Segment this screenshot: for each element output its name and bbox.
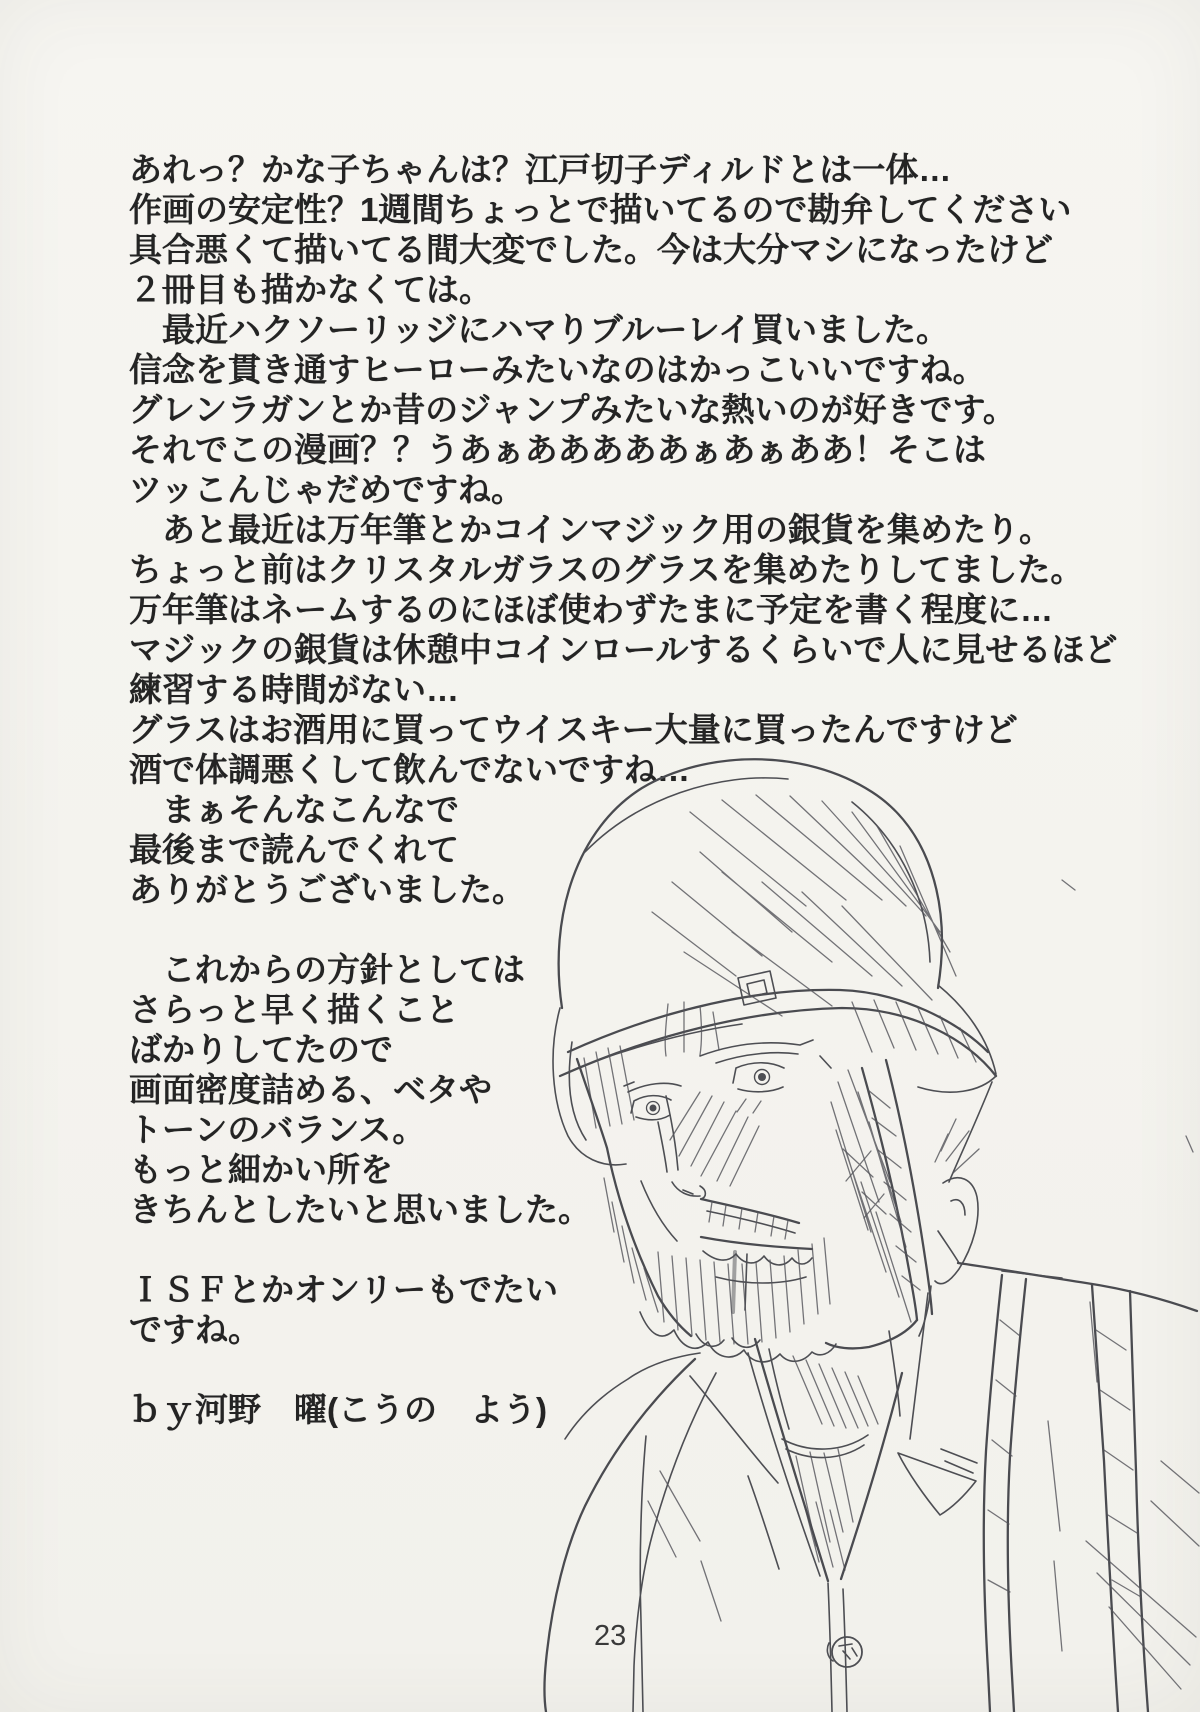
- afterword-line: ありがとうございました。: [129, 871, 525, 908]
- afterword-line: あれっ？かな子ちゃんは？江戸切子ディルドとは一体…: [129, 151, 952, 188]
- afterword-line: これからの方針としては: [129, 951, 525, 988]
- afterword-line: 信念を貫き通すヒーローみたいなのはかっこいいですね。: [129, 351, 986, 388]
- afterword-line: 最近ハクソーリッジにハマりブルーレイ買いました。: [129, 311, 950, 348]
- afterword-line: あと最近は万年筆とかコインマジック用の銀貨を集めたり。: [129, 511, 1053, 548]
- afterword-line: ちょっと前はクリスタルガラスのグラスを集めたりしてました。: [129, 551, 1084, 588]
- afterword-line: 具合悪くて描いてる間大変でした。今は大分マシになったけど: [129, 231, 1053, 268]
- afterword-line: もっと細かい所を: [129, 1151, 393, 1188]
- afterword-line: ２冊目も描かなくては。: [129, 271, 492, 308]
- afterword-line: [129, 910, 1189, 950]
- afterword-text: [129, 150, 1189, 1430]
- afterword-line: ツッこんじゃだめですね。: [129, 471, 525, 508]
- afterword-line: 練習する時間がない…: [129, 671, 459, 708]
- afterword-line: さらっと早く描くこと: [129, 991, 459, 1028]
- afterword-line: ばかりしてたので: [129, 1031, 393, 1068]
- afterword-line: グレンラガンとか昔のジャンプみたいな熱いのが好きです。: [129, 391, 1016, 428]
- afterword-line: きちんとしたいと思いました。: [129, 1191, 591, 1228]
- afterword-line: トーンのバランス。: [129, 1111, 426, 1148]
- afterword-line: グラスはお酒用に買ってウイスキー大量に買ったんですけど: [129, 711, 1018, 748]
- afterword-line: [129, 1350, 1189, 1390]
- afterword-line: 最後まで読んでくれて: [129, 831, 459, 868]
- page-number: 23: [594, 1620, 627, 1652]
- afterword-line: マジックの銀貨は休憩中コインロールするくらいで人に見せるほど: [129, 631, 1118, 668]
- afterword-line: まぁそんなこんなで: [129, 791, 459, 828]
- afterword-line: ＩＳＦとかオンリーもでたい: [129, 1271, 558, 1308]
- afterword-line: 作画の安定性？1週間ちょっとで描いてるので勘弁してください: [129, 191, 1072, 228]
- afterword-line: ですね。: [129, 1311, 261, 1348]
- afterword-line: ｂｙ河野 曜(こうの よう): [129, 1391, 547, 1428]
- afterword-line: 万年筆はネームするのにほぼ使わずたまに予定を書く程度に…: [129, 591, 1053, 628]
- afterword-line: 画面密度詰める、ベタや: [129, 1071, 492, 1108]
- afterword-line: それでこの漫画？？うあぁあああああぁあぁああ！そこは: [129, 431, 987, 468]
- afterword-line: [129, 1230, 1189, 1270]
- afterword-line: 酒で体調悪くして飲んでないですね…: [129, 751, 690, 788]
